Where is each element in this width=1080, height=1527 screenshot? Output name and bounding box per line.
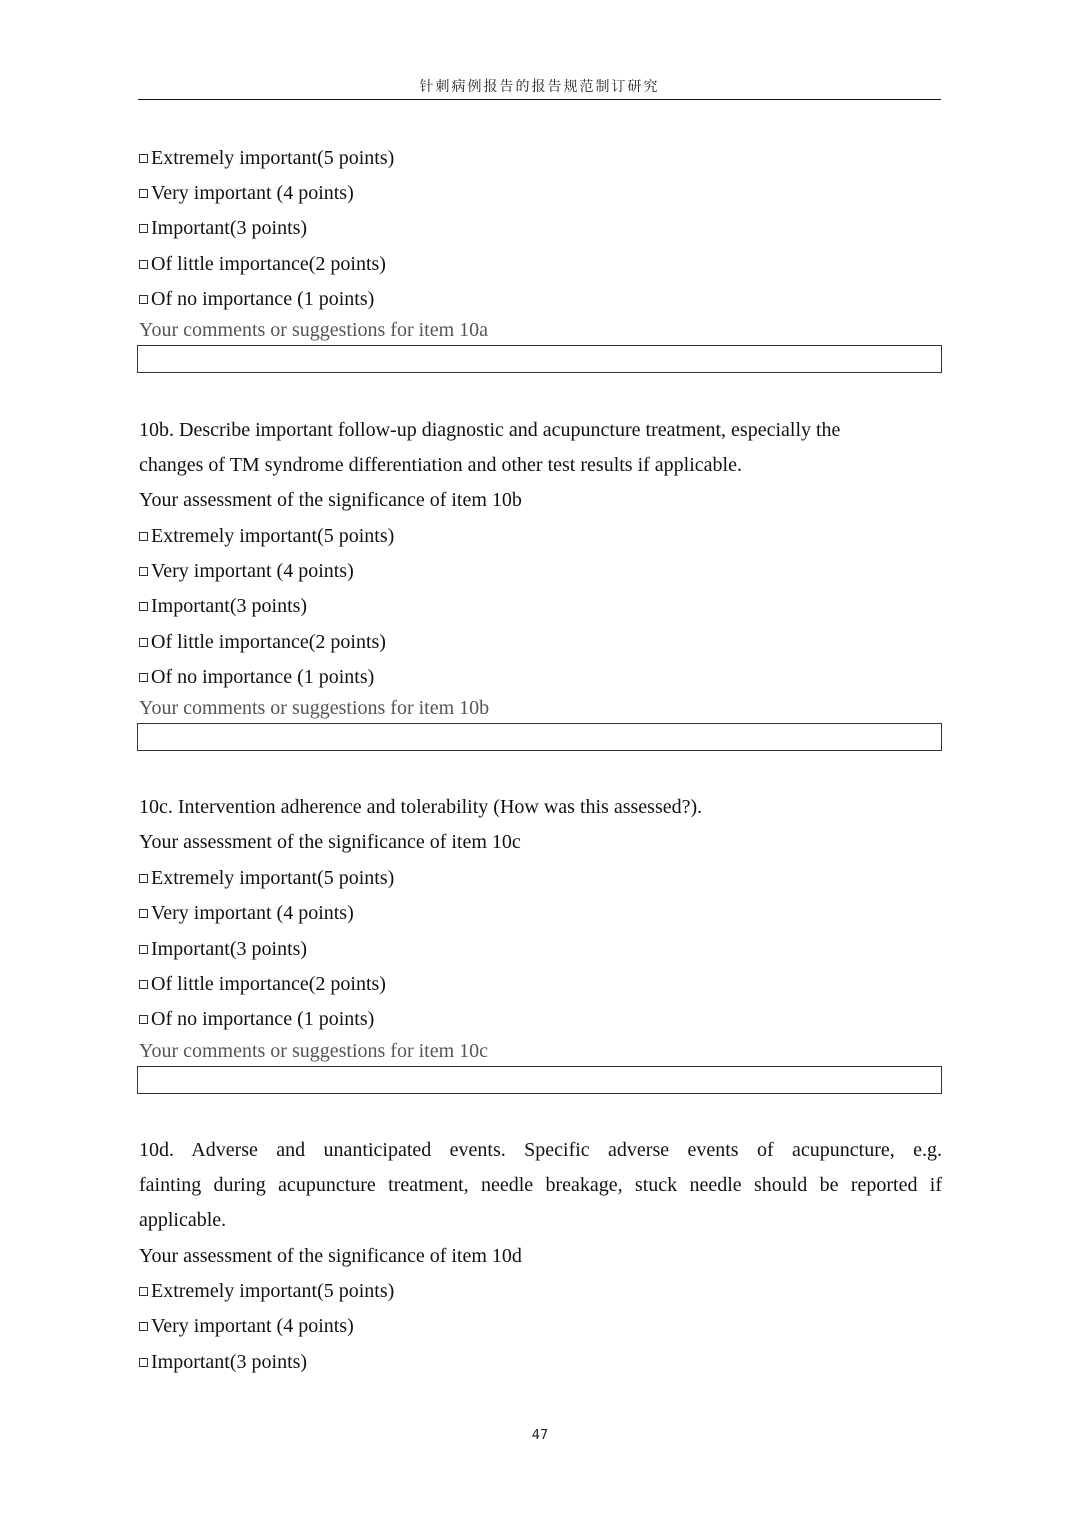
rating-option-10b-2[interactable]: Of little importance(2 points) bbox=[139, 630, 386, 654]
page-number: 47 bbox=[531, 1428, 549, 1443]
assessment-label-10d: Your assessment of the significance of item 10d bbox=[139, 1245, 522, 1267]
item-10d-description-line-3: applicable. bbox=[139, 1209, 227, 1231]
rating-option-10a-5[interactable]: Extremely important(5 points) bbox=[139, 146, 394, 170]
checkbox-icon[interactable] bbox=[139, 189, 148, 198]
checkbox-icon[interactable] bbox=[139, 874, 148, 883]
rating-option-10a-3[interactable]: Important(3 points) bbox=[139, 216, 307, 240]
running-header: 针刺病例报告的报告规范制订研究 bbox=[419, 79, 660, 95]
rating-option-10c-3[interactable]: Important(3 points) bbox=[139, 937, 307, 961]
checkbox-icon[interactable] bbox=[139, 980, 148, 989]
rating-option-10c-5[interactable]: Extremely important(5 points) bbox=[139, 866, 394, 890]
rating-option-10b-1[interactable]: Of no importance (1 points) bbox=[139, 665, 374, 689]
item-10c-description: 10c. Intervention adherence and tolerability (How was this assessed?). bbox=[139, 796, 703, 818]
checkbox-icon[interactable] bbox=[139, 224, 148, 233]
checkbox-icon[interactable] bbox=[139, 295, 148, 304]
item-10d-description-line-1: 10d. Adverse and unanticipated events. Specific adverse events of acupuncture, e.g. bbox=[139, 1139, 942, 1161]
item-10b-description-line-1: 10b. Describe important follow-up diagnostic and acupuncture treatment, especially the bbox=[139, 419, 841, 441]
checkbox-icon[interactable] bbox=[139, 945, 148, 954]
comment-label-10b: Your comments or suggestions for item 10b bbox=[139, 697, 490, 719]
rating-option-10b-5[interactable]: Extremely important(5 points) bbox=[139, 524, 394, 548]
item-10d-description-line-2: fainting during acupuncture treatment, needle breakage, stuck needle should be reported if bbox=[139, 1174, 942, 1196]
checkbox-icon[interactable] bbox=[139, 1322, 148, 1331]
checkbox-icon[interactable] bbox=[139, 602, 148, 611]
rating-option-10b-3[interactable]: Important(3 points) bbox=[139, 594, 307, 618]
checkbox-icon[interactable] bbox=[139, 909, 148, 918]
checkbox-icon[interactable] bbox=[139, 673, 148, 682]
rating-option-10a-2[interactable]: Of little importance(2 points) bbox=[139, 252, 386, 276]
comment-label-10a: Your comments or suggestions for item 10a bbox=[139, 319, 489, 341]
assessment-label-10c: Your assessment of the significance of item 10c bbox=[139, 831, 521, 853]
checkbox-icon[interactable] bbox=[139, 638, 148, 647]
rating-option-10d-5[interactable]: Extremely important(5 points) bbox=[139, 1279, 394, 1303]
rating-option-10c-4[interactable]: Very important (4 points) bbox=[139, 901, 354, 925]
rating-option-10d-3[interactable]: Important(3 points) bbox=[139, 1350, 307, 1374]
rating-option-10d-4[interactable]: Very important (4 points) bbox=[139, 1314, 354, 1338]
rating-option-10c-2[interactable]: Of little importance(2 points) bbox=[139, 972, 386, 996]
assessment-label-10b: Your assessment of the significance of item 10b bbox=[139, 489, 522, 511]
comment-label-10c: Your comments or suggestions for item 10c bbox=[139, 1040, 489, 1062]
checkbox-icon[interactable] bbox=[139, 1287, 148, 1296]
checkbox-icon[interactable] bbox=[139, 1358, 148, 1367]
comment-box-10a[interactable] bbox=[137, 345, 942, 373]
rating-option-10a-1[interactable]: Of no importance (1 points) bbox=[139, 287, 374, 311]
checkbox-icon[interactable] bbox=[139, 260, 148, 269]
checkbox-icon[interactable] bbox=[139, 1015, 148, 1024]
comment-box-10c[interactable] bbox=[137, 1066, 942, 1094]
header-divider bbox=[138, 99, 941, 100]
checkbox-icon[interactable] bbox=[139, 154, 148, 163]
rating-option-10c-1[interactable]: Of no importance (1 points) bbox=[139, 1007, 374, 1031]
item-10b-description-line-2: changes of TM syndrome differentiation and other test results if applicable. bbox=[139, 454, 742, 476]
rating-option-10b-4[interactable]: Very important (4 points) bbox=[139, 559, 354, 583]
rating-option-10a-4[interactable]: Very important (4 points) bbox=[139, 181, 354, 205]
checkbox-icon[interactable] bbox=[139, 532, 148, 541]
checkbox-icon[interactable] bbox=[139, 567, 148, 576]
comment-box-10b[interactable] bbox=[137, 723, 942, 751]
